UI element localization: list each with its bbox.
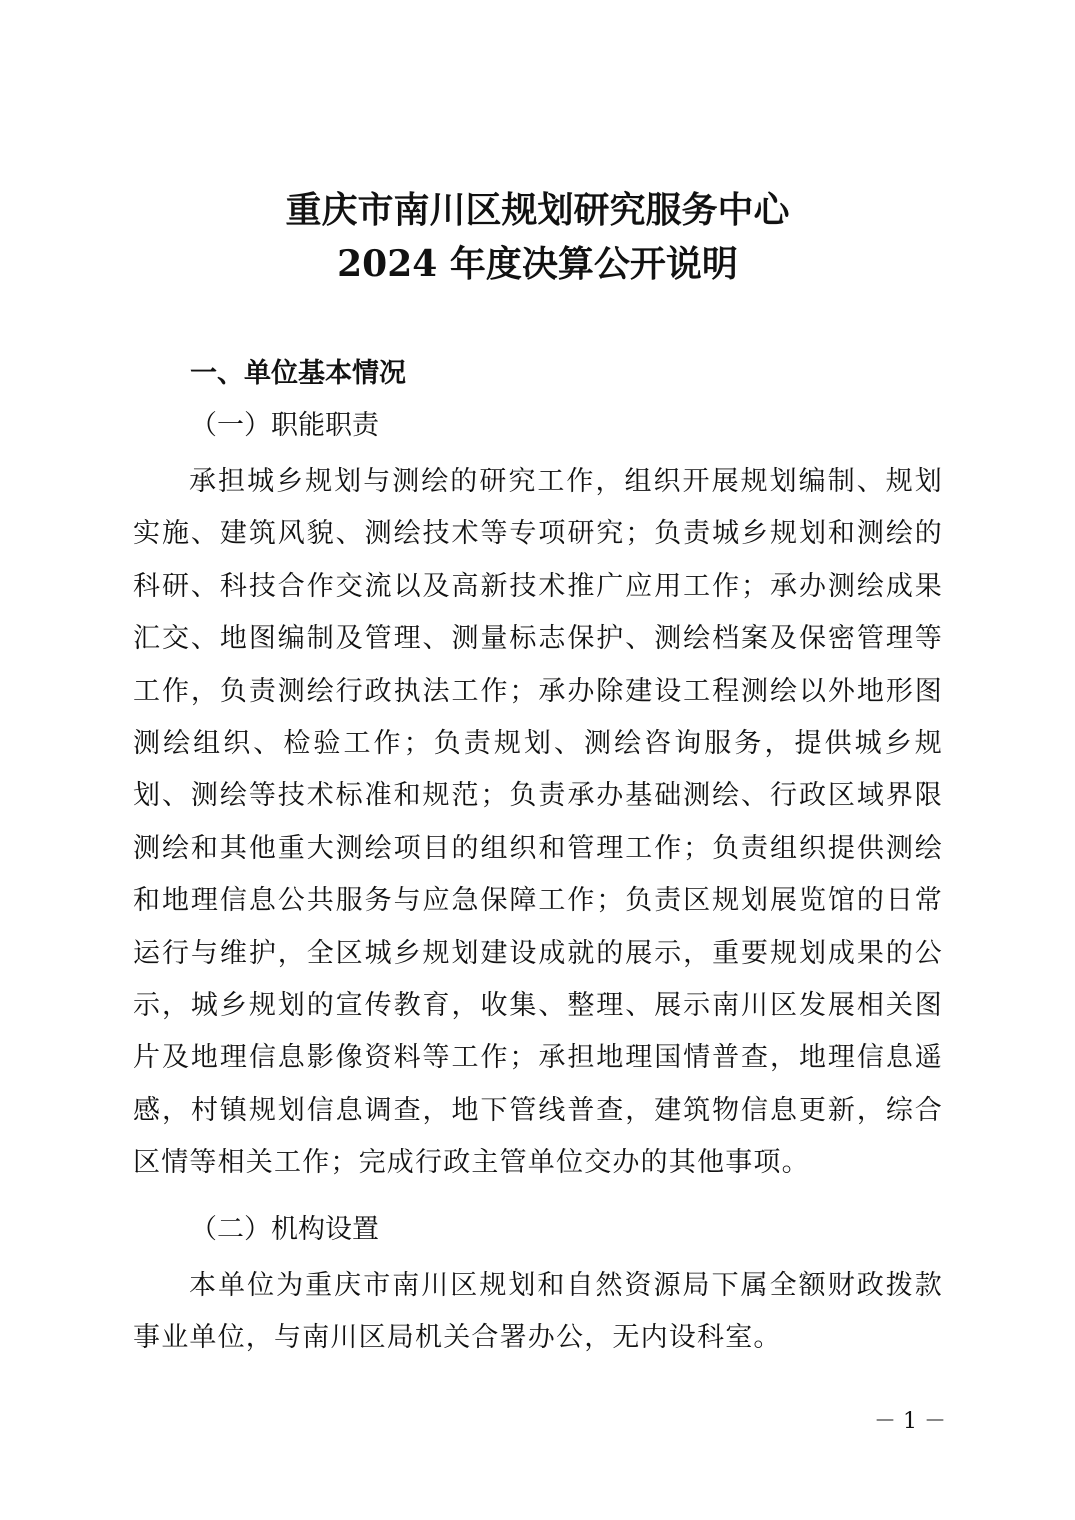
subsection-heading-organization: （二）机构设置 <box>190 1214 379 1245</box>
document-title-line2: 2024 年度决算公开说明 <box>337 243 738 285</box>
organization-paragraph: 本单位为重庆市南川区规划和自然资源局下属全额财政拨款事业单位，与南川区局机关合署办公，无内设科室。 <box>133 1270 943 1354</box>
section-heading-basic-info: 一、单位基本情况 <box>190 358 406 389</box>
subsection-heading-functions: （一）职能职责 <box>190 410 379 441</box>
document-title-line1: 重庆市南川区规划研究服务中心 <box>285 189 790 231</box>
page-number: － 1 － <box>874 1409 946 1434</box>
functions-paragraph: 承担城乡规划与测绘的研究工作，组织开展规划编制、规划实施、建筑风貌、测绘技术等专项研究；负责城乡规划和测绘的科研、科技合作交流以及高新技术推广应用工作；承办测绘成果汇交、地图编制及管理、测量标志保护、测绘档案及保密管理等工作，负责测绘行政执法工作；承办除建设工程测绘以外地形图测绘组织、检验工作；负责规划、测绘咨询服务，提供城乡规划、测绘等技术标准和规范；负责承办基础测绘、行政区域界限测绘和其他重大测绘项目的组织和管理工作；负责组织提供测绘和地理信息公共服务与应急保障工作；负责区规划展览馆的日常运行与维护，全区城乡规划建设成就的展示，重要规划成果的公示，城乡规划的宣传教育，收集、整理、展示南川区发展相关图片及地理信息影像资料等工作；承担地理国情普查，地理信息遥感，村镇规划信息调查，地下管线普查，建筑物信息更新，综合区情等相关工作；完成行政主管单位交办的其他事项。 <box>133 466 943 1179</box>
